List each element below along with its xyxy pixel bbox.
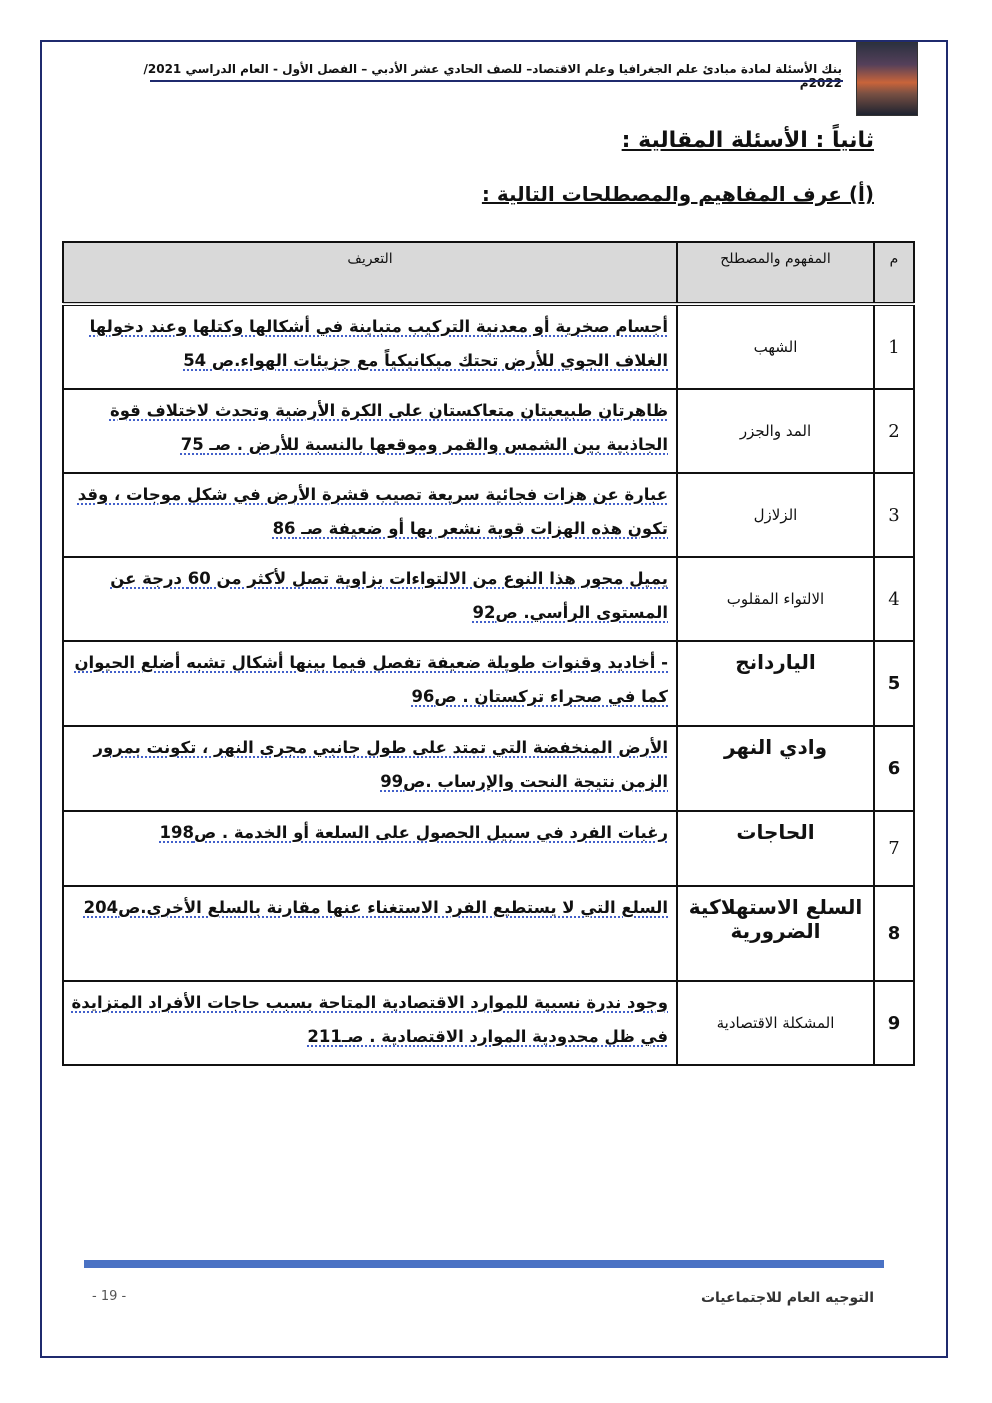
table-row	[63, 981, 914, 1065]
table-row	[63, 886, 914, 981]
row-definition: ظاهرتان طبيعيتان متعاكستان على الكرة الأرضية وتحدث لاختلاف قوة الجاذبية بين الشمس والقمر وموقعها بالنسبة للأرض . صـ 75	[63, 389, 677, 473]
row-number: 6	[874, 726, 914, 811]
table-row	[63, 641, 914, 726]
row-number: 2	[874, 389, 914, 473]
table-row	[63, 389, 914, 473]
table-row	[63, 473, 914, 557]
row-number: 3	[874, 473, 914, 557]
row-definition: - أخاديد وقنوات طويلة ضعيفة تفصل فيما بينها أشكال تشبه أضلع الحيوان كما في صحراء تركستان . ص96	[63, 641, 677, 726]
header-term: المفهوم والمصطلح	[677, 242, 874, 304]
row-number: 8	[874, 886, 914, 981]
row-term: الشهب	[677, 304, 874, 389]
row-term: الزلازل	[677, 473, 874, 557]
row-term: الالتواء المقلوب	[677, 557, 874, 641]
row-term: المشكلة الاقتصادية	[677, 981, 874, 1065]
row-definition: يميل محور هذا النوع من الالتواءات بزاوية تصل لأكثر من 60 درجة عن المستوى الرأسي. ص92	[63, 557, 677, 641]
row-definition: السلع التي لا يستطيع الفرد الاستغناء عنها مقارنة بالسلع الأخرى.ص204	[63, 886, 677, 981]
row-number: 7	[874, 811, 914, 886]
row-definition: أجسام صخرية أو معدنية التركيب متباينة في أشكالها وكتلها وعند دخولها الغلاف الجوي للأرض تحتك ميكانيكياً مع جزيئات الهواء.ص 54	[63, 304, 677, 389]
definitions-table	[62, 241, 915, 1066]
row-definition: رغبات الفرد في سبيل الحصول على السلعة أو الخدمة . ص198	[63, 811, 677, 886]
header-divider	[150, 80, 843, 82]
page-number: - 19 -	[92, 1289, 127, 1304]
table-header-row	[63, 242, 914, 304]
row-definition: وجود ندرة نسبية للموارد الاقتصادية المتاحة بسبب حاجات الأفراد المتزايدة في ظل محدودية الموارد الاقتصادية . صـ211	[63, 981, 677, 1065]
section-title: ثانياً : الأسئلة المقالية :	[621, 128, 874, 153]
row-term: الياردانج	[677, 641, 874, 726]
table-row	[63, 304, 914, 389]
row-number: 9	[874, 981, 914, 1065]
header-image	[856, 42, 918, 116]
row-number: 5	[874, 641, 914, 726]
table-row	[63, 811, 914, 886]
section-subtitle: (أ) عرف المفاهيم والمصطلحات التالية :	[481, 182, 874, 206]
footer-bar	[84, 1260, 884, 1268]
footer-title: التوجيه العام للاجتماعيات	[700, 1290, 874, 1306]
header-num: م	[874, 242, 914, 304]
header-definition: التعريف	[63, 242, 677, 304]
row-number: 4	[874, 557, 914, 641]
row-term: السلع الاستهلاكية الضرورية	[677, 886, 874, 981]
row-term: الحاجات	[677, 811, 874, 886]
row-term: وادي النهر	[677, 726, 874, 811]
row-definition: عبارة عن هزات فجائية سريعة تصيب قشرة الأرض في شكل موجات ، وقد تكون هذه الهزات قوية نشعر بها أو ضعيفة صـ 86	[63, 473, 677, 557]
row-number: 1	[874, 304, 914, 389]
table-row	[63, 557, 914, 641]
row-term: المد والجزر	[677, 389, 874, 473]
header-title: بنك الأسئلة لمادة مبادئ علم الجغرافيا وعلم الاقتصاد– للصف الحادي عشر الأدبي – الفصل الأول - العام الدراسي 2021/ 2022م	[143, 62, 842, 90]
table-row	[63, 726, 914, 811]
row-definition: الأرض المنخفضة التي تمتد على طول جانبي مجرى النهر ، تكونت بمرور الزمن نتيجة النحت والإرساب .ص99	[63, 726, 677, 811]
